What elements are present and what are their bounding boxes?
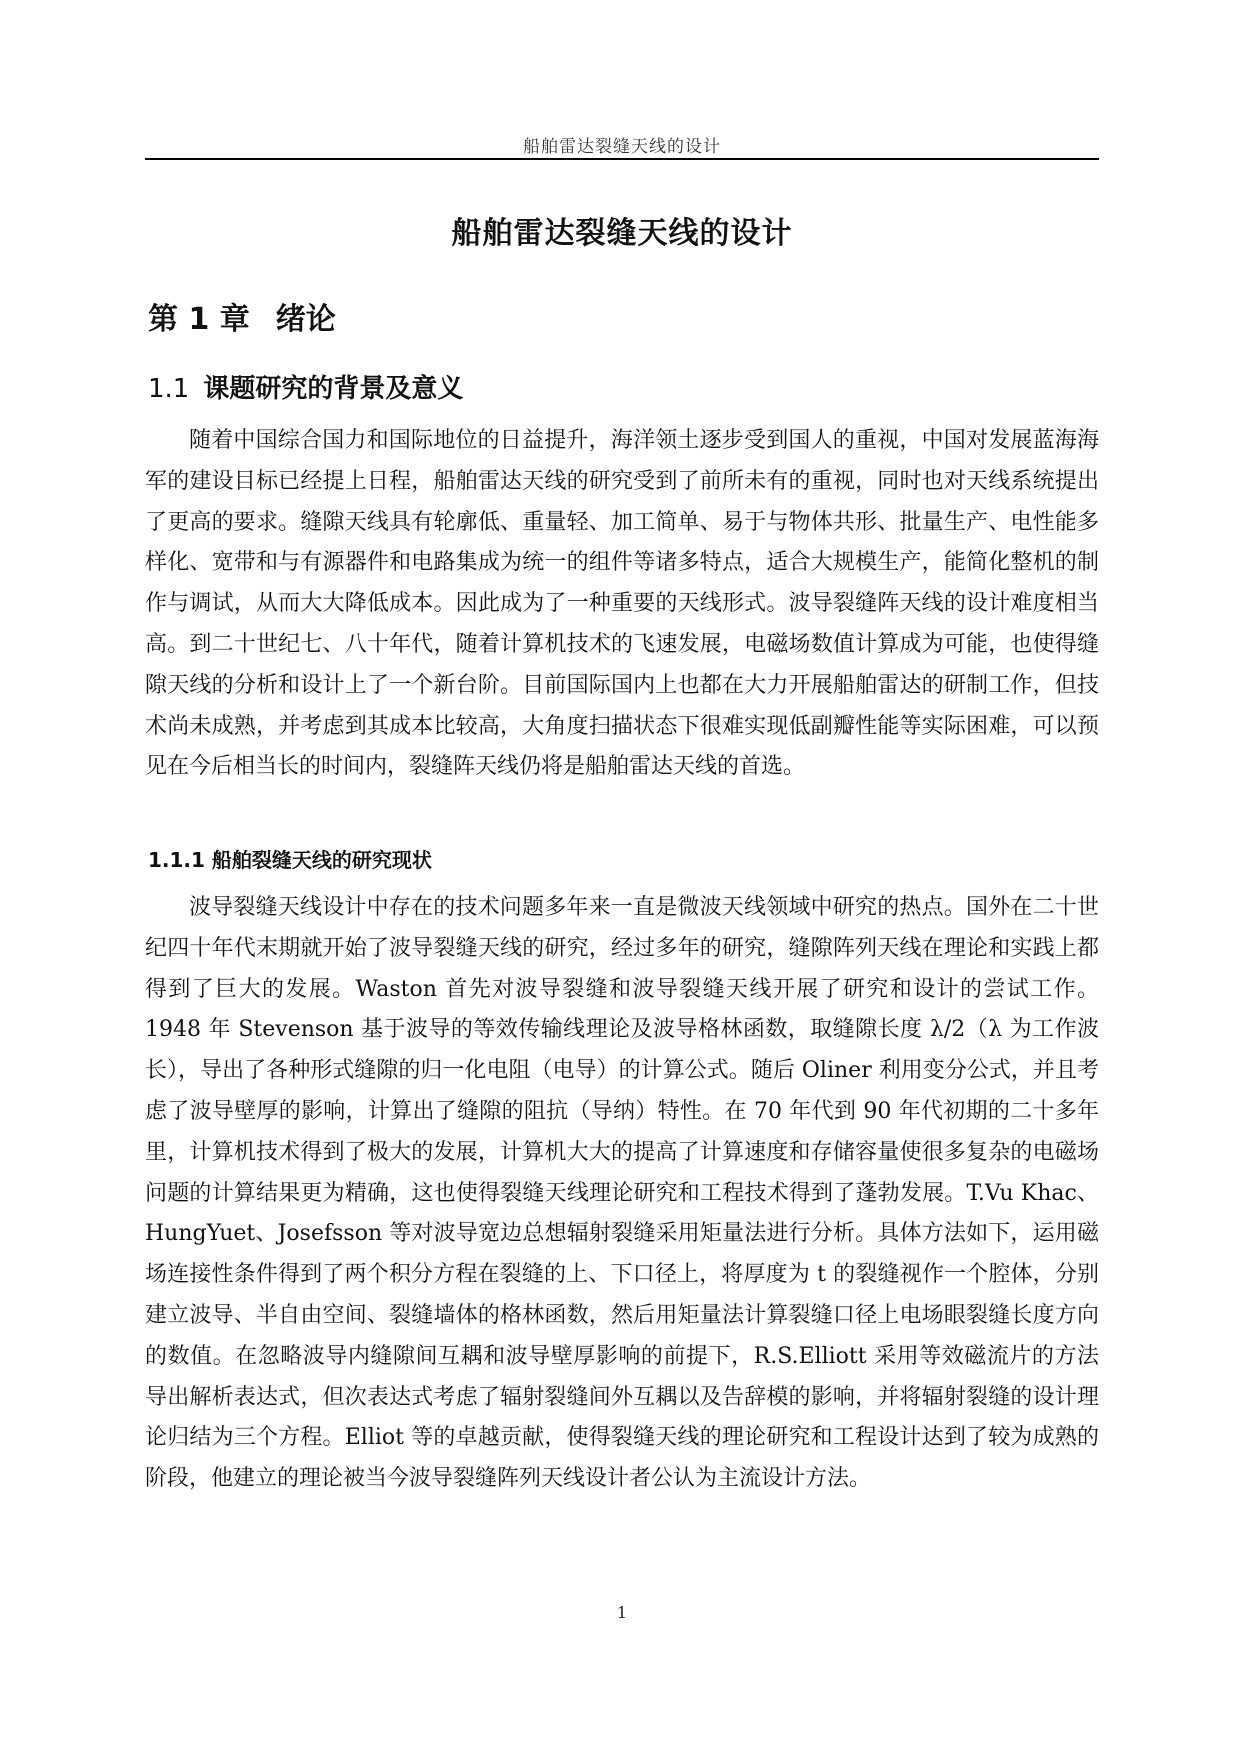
header-rule xyxy=(145,158,1099,160)
section-title: 课题研究的背景及意义 xyxy=(203,374,464,404)
chapter-heading xyxy=(148,294,336,338)
document-title: 船舶雷达裂缝天线的设计 xyxy=(451,216,793,251)
page-number: 1 xyxy=(616,1603,628,1622)
chapter-title: 绪论 xyxy=(275,302,336,337)
subsection-heading: 1.1.1 船舶裂缝天线的研究现状 xyxy=(148,848,432,872)
chapter-label: 第 1 章 xyxy=(148,302,250,337)
body-paragraph-2: 波导裂缝天线设计中存在的技术问题多年来一直是微波天线领域中研究的热点。国外在二十世纪四十年代末期就开始了波导裂缝天线的研究，经过多年的研究，缝隙阵列天线在理论和实践上都得到了巨大的发展。Waston 首先对波导裂缝和波导裂缝天线开展了研究和设计的尝试工作。1948 年 Stevenson 基于波导的等效传输线理论及波导格林函数，取缝隙长度 λ/2（λ 为工作波长），导出了各种形式缝隙的归一化电阻（电导）的计算公式。随后 Oliner 利用变分公式，并且考虑了波导壁厚的影响，计算出了缝隙的阻抗（导纳）特性。在 70 年代到 90 年代初期的二十多年里，计算机技术得到了极大的发展，计算机大大的提高了计算速度和存储容量使很多复杂的电磁场问题的计算结果更为精确，这也使得裂缝天线理论研究和工程技术得到了蓬勃发展。T.Vu Khac、HungYuet、Josefsson 等对波导宽边总想辐射裂缝采用矩量法进行分析。具体方法如下，运用磁场连接性条件得到了两个积分方程在裂缝的上、下口径上，将厚度为 t 的裂缝视作一个腔体，分别建立波导、半自由空间、裂缝墙体的格林函数，然后用矩量法计算裂缝口径上电场眼裂缝长度方向的数值。在忽略波导内缝隙间互耦和波导壁厚影响的前提下，R.S.Elliott 采用等效磁流片的方法导出解析表达式，但次表达式考虑了辐射裂缝间外互耦以及告辞模的影响，并将辐射裂缝的设计理论归结为三个方程。Elliot 等的卓越贡献，使得裂缝天线的理论研究和工程设计达到了较为成熟的阶段，他建立的理论被当今波导裂缝阵列天线设计者公认为主流设计方法。 xyxy=(145,895,1099,1492)
running-header: 船舶雷达裂缝天线的设计 xyxy=(523,137,721,157)
section-number: 1.1 xyxy=(148,374,190,404)
section-heading xyxy=(148,368,463,405)
body-paragraph-1: 随着中国综合国力和国际地位的日益提升，海洋领土逐步受到国人的重视，中国对发展蓝海海军的建设目标已经提上日程，船舶雷达天线的研究受到了前所未有的重视，同时也对天线系统提出了更高的要求。缝隙天线具有轮廓低、重量轻、加工简单、易于与物体共形、批量生产、电性能多样化、宽带和与有源器件和电路集成为统一的组件等诸多特点，适合大规模生产，能简化整机的制作与调试，从而大大降低成本。因此成为了一种重要的天线形式。波导裂缝阵天线的设计难度相当高。到二十世纪七、八十年代，随着计算机技术的飞速发展，电磁场数值计算成为可能，也使得缝隙天线的分析和设计上了一个新台阶。目前国际国内上也都在大力开展船舶雷达的研制工作，但技术尚未成熟，并考虑到其成本比较高，大角度扫描状态下很难实现低副瓣性能等实际困难，可以预见在今后相当长的时间内，裂缝阵天线仍将是船舶雷达天线的首选。 xyxy=(145,428,1099,780)
